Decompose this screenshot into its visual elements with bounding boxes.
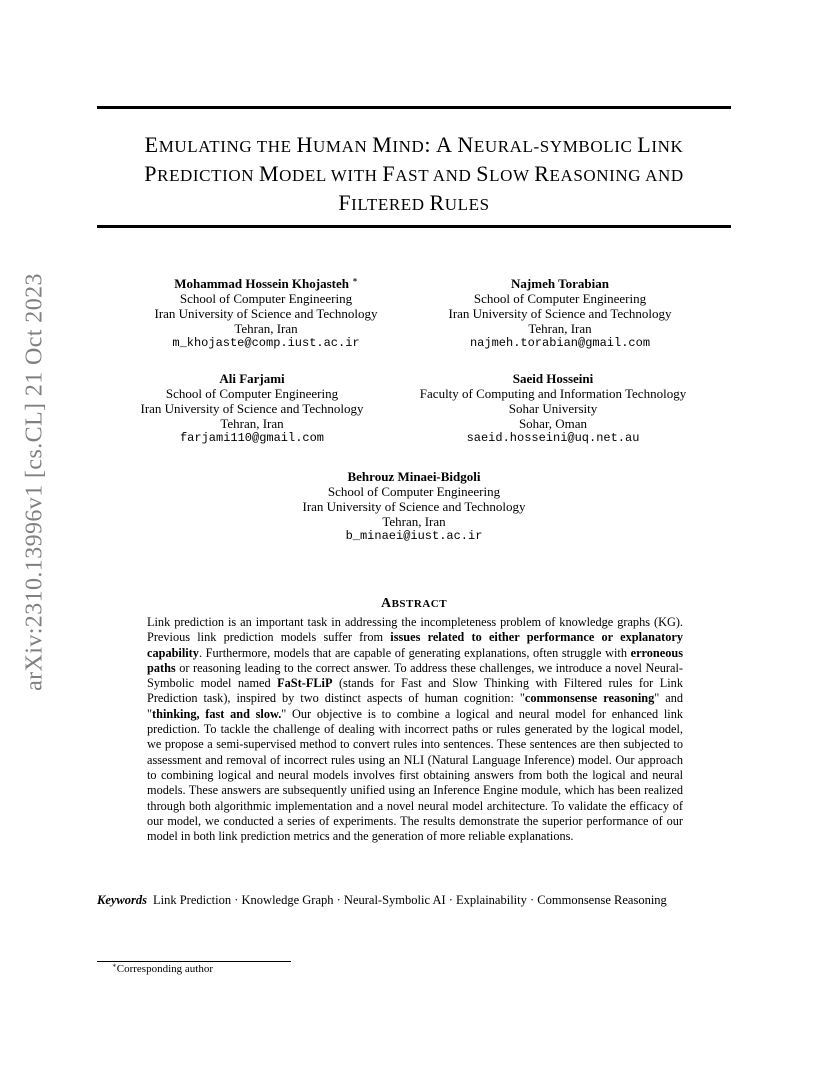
author-name xyxy=(121,276,411,291)
title-text: L xyxy=(637,132,652,157)
title-text: S xyxy=(476,161,490,186)
author-location: Tehran, Iran xyxy=(220,416,284,431)
author-department: Faculty of Computing and Information Technology xyxy=(419,386,687,401)
title-text: LOW xyxy=(489,166,535,185)
author-name: Behrouz Minaei-Bidgoli xyxy=(347,469,481,484)
author-institution: Iran University of Science and Technology xyxy=(140,401,364,416)
abstract-text: " Our objective is to combine a logical and neural model for enhanced link prediction. To tackle the challenge of dealing with incorrect paths or rules generated by the logical model, we propose a semi-supervised method to convert rules into sentences. These sentences are then subjected to assessment and removal of incorrect rules using an NLI (Natural Language Inference) model. Our approach to combining logical and neural models involves first obtaining answers from both the logical and neural models. These answers are subsequently unified using an Inference Engine module, which has been realized through both algorithmic implementation and a novel neural model architecture. To validate the efficacy of our model, we conducted a series of experiments. The results demonstrate the superior performance of our model in both link prediction metrics and the generation of more reliable explanations. xyxy=(147,706,683,844)
title-text: MULATING THE xyxy=(158,137,297,156)
corresponding-mark: ∗ xyxy=(352,275,358,285)
title-text: E xyxy=(144,132,159,157)
author-institution: Iran University of Science and Technology xyxy=(302,499,526,514)
title-line-3 xyxy=(97,189,731,218)
title-text: AST AND xyxy=(395,166,477,185)
title-text: F xyxy=(338,190,352,215)
abstract-body xyxy=(147,615,683,844)
author-location: Tehran, Iran xyxy=(382,514,446,529)
author-block-minaei-bidgoli xyxy=(269,469,559,544)
author-location: Tehran, Iran xyxy=(234,321,298,336)
arxiv-sidebar xyxy=(15,273,55,691)
author-department: School of Computer Engineering xyxy=(473,291,647,306)
author-location: Sohar, Oman xyxy=(518,416,588,431)
title-text: M xyxy=(372,132,393,157)
paper-title xyxy=(97,131,731,218)
title-text: ULES xyxy=(444,195,490,214)
author-email[interactable]: m_khojaste@comp.iust.ac.ir xyxy=(172,336,360,350)
author-block-farjami xyxy=(107,371,397,446)
author-department: School of Computer Engineering xyxy=(179,291,353,306)
title-text: P xyxy=(144,161,158,186)
title-text: ILTERED xyxy=(351,195,430,214)
author-name: Najmeh Torabian xyxy=(511,276,609,291)
title-text: UMAN xyxy=(313,137,373,156)
abstract-text: or reasoning leading to the correct answer. To address these challenges, we introduce a novel Neural-Symbolic model named xyxy=(147,660,683,691)
footnote-mark: ∗ xyxy=(112,961,117,970)
title-text: EURAL-SYMBOLIC xyxy=(473,137,638,156)
abstract-emphasis: issues related to either performance or explanatory capability xyxy=(147,630,683,660)
author-institution: Sohar University xyxy=(508,401,598,416)
model-name: FaSt-FLiP xyxy=(277,676,333,691)
abstract-emphasis: commonsense reasoning xyxy=(524,691,655,706)
abstract-emphasis: thinking, fast and slow. xyxy=(152,706,282,721)
title-text: INK xyxy=(651,137,684,156)
abstract-text: . Furthermore, models that are capable of generating explanations, often struggle with xyxy=(198,645,631,660)
title-text: H xyxy=(296,132,313,157)
title-bottom-rule xyxy=(97,225,731,228)
title-text: REDICTION xyxy=(157,166,259,185)
keywords-label: Keywords xyxy=(97,893,147,907)
keywords-text: Link Prediction · Knowledge Graph · Neural-Symbolic AI · Explainability · Commonsense Reasoning xyxy=(153,893,667,907)
author-email[interactable]: b_minaei@iust.ac.ir xyxy=(345,529,483,543)
title-text: : A N xyxy=(424,132,474,157)
author-block-hosseini xyxy=(398,371,708,446)
title-line-2 xyxy=(97,160,731,189)
author-name: Saeid Hosseini xyxy=(512,371,594,386)
title-line-1 xyxy=(97,131,731,160)
author-email[interactable]: farjami110@gmail.com xyxy=(179,431,325,445)
author-email[interactable]: najmeh.torabian@gmail.com xyxy=(469,336,651,350)
abstract-text: (stands for Fast and Slow Thinking with Filtered rules for Link Prediction task), inspired by two distinct aspects of human cognition: " xyxy=(147,676,683,706)
abstract-heading-text: A xyxy=(380,596,392,611)
title-text: R xyxy=(429,190,445,215)
author-block-khojasteh xyxy=(121,276,411,351)
author-institution: Iran University of Science and Technology xyxy=(154,306,378,321)
footnote-rule xyxy=(97,961,291,962)
title-text: IND xyxy=(392,137,425,156)
abstract-emphasis: erroneous paths xyxy=(147,645,683,675)
footnote-text: Corresponding author xyxy=(116,963,213,975)
author-name: Ali Farjami xyxy=(219,371,285,386)
author-name-text: Mohammad Hossein Khojasteh xyxy=(174,276,349,291)
author-department: School of Computer Engineering xyxy=(165,386,339,401)
abstract-heading xyxy=(97,596,731,612)
author-department: School of Computer Engineering xyxy=(327,484,501,499)
title-text: R xyxy=(534,161,550,186)
author-block-torabian xyxy=(415,276,705,351)
title-text: F xyxy=(382,161,396,186)
abstract-heading-text: BSTRACT xyxy=(391,598,448,610)
arxiv-identifier: arXiv:2310.13996v1 [cs.CL] 21 Oct 2023 xyxy=(21,273,48,691)
abstract-text: " and " xyxy=(147,691,684,721)
author-email[interactable]: saeid.hosseini@uq.net.au xyxy=(466,431,640,445)
title-text: M xyxy=(258,161,280,186)
title-text: EASONING AND xyxy=(549,166,684,185)
author-location: Tehran, Iran xyxy=(528,321,592,336)
author-institution: Iran University of Science and Technology xyxy=(448,306,672,321)
title-text: ODEL WITH xyxy=(279,166,383,185)
keywords-line xyxy=(97,893,757,908)
abstract-text: Link prediction is an important task in addressing the incompleteness problem of knowledge graphs (KG). Previous link prediction models suffer from xyxy=(147,615,683,645)
footnote xyxy=(112,963,213,975)
title-top-rule xyxy=(97,106,731,109)
